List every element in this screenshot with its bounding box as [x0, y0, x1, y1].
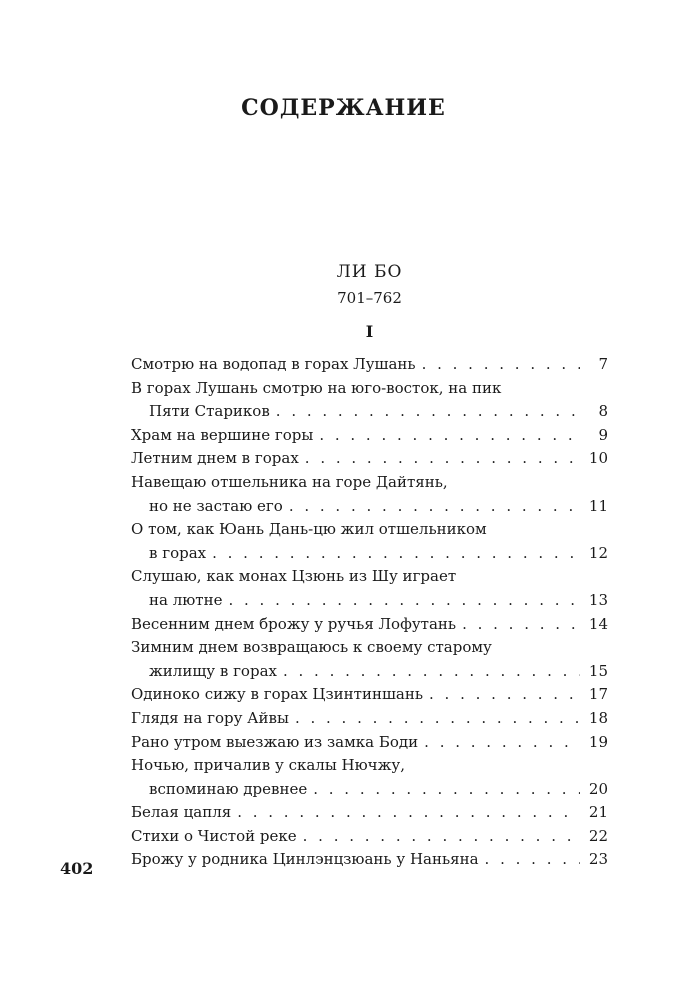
dot-leader: [313, 778, 580, 802]
toc-entry-row: [131, 683, 608, 707]
toc-entry-page: 17: [588, 685, 608, 704]
toc-entry: [131, 518, 608, 565]
toc-entry-title-line: Летним днем в горах: [131, 449, 299, 468]
toc-entry-row: [131, 825, 608, 849]
toc-entry: [131, 565, 608, 612]
page-title: СОДЕРЖАНИЕ: [241, 95, 446, 121]
toc-entry: [131, 731, 608, 755]
dot-leader: [228, 589, 580, 613]
toc-entry-page: 7: [598, 355, 608, 373]
dot-leader: [319, 424, 580, 448]
dot-leader: [289, 495, 580, 519]
toc-entry-row: [131, 353, 608, 377]
toc-entry-title-line: Зимним днем возвращаюсь к своему старому: [131, 638, 492, 657]
toc-entry-page: 23: [588, 850, 608, 869]
toc-entry-page: 20: [588, 779, 608, 798]
toc-entry-title-line: Слушаю, как монах Цзюнь из Шу играет: [131, 567, 457, 586]
toc-entry-title-line: но не застаю его: [149, 496, 283, 515]
toc-entry-page: 13: [588, 590, 608, 609]
toc-entry-row: [131, 589, 608, 613]
toc-entry: [131, 424, 608, 448]
toc-entry-page: 21: [588, 803, 608, 822]
toc-entry-title-line: в горах: [149, 543, 207, 562]
toc-entry-row: [131, 542, 608, 566]
toc-entry-row: [131, 495, 608, 519]
toc-entry-row: [131, 424, 608, 448]
section-number: I: [365, 322, 374, 341]
toc-entry: [131, 377, 608, 424]
toc-entry-page: 15: [588, 661, 608, 680]
dot-leader: [212, 542, 580, 566]
toc-entry-row: [131, 660, 608, 684]
dot-leader: [276, 400, 580, 424]
toc-entry-title-line: Глядя на гору Айвы: [131, 708, 289, 727]
toc-entry-row: [131, 613, 608, 637]
toc-entry-page: 22: [588, 826, 608, 845]
table-of-contents: [131, 353, 608, 872]
toc-entry: [131, 848, 608, 872]
toc-entry-row: [131, 400, 608, 424]
dot-leader: [283, 660, 580, 684]
toc-entry-title-line: Ночью, причалив у скалы Нючжу,: [131, 756, 405, 775]
toc-entry-title-line: Рано утром выезжаю из замка Боди: [131, 732, 419, 751]
toc-entry-row: [131, 731, 608, 755]
toc-entry-page: 10: [588, 449, 608, 468]
toc-entry-row: [131, 447, 608, 471]
dot-leader: [462, 613, 580, 637]
toc-entry-title-line: Белая цапля: [131, 803, 232, 822]
toc-entry-page: 12: [588, 543, 608, 562]
toc-entry-title-line: В горах Лушань смотрю на юго-восток, на пик: [131, 378, 502, 397]
toc-entry-title-line: Весенним днем брожу у ручья Лофутань: [131, 614, 457, 633]
toc-entry: [131, 754, 608, 801]
dot-leader: [424, 731, 580, 755]
dot-leader: [237, 801, 580, 825]
toc-entry: [131, 825, 608, 849]
dot-leader: [429, 683, 580, 707]
toc-entry-title-line: на лютне: [149, 590, 223, 609]
toc-entry-page: 19: [588, 732, 608, 751]
toc-entry-page: 14: [588, 614, 608, 633]
toc-entry: [131, 613, 608, 637]
toc-entry-title-line: жилищу в горах: [149, 661, 277, 680]
dot-leader: [305, 447, 580, 471]
toc-entry: [131, 683, 608, 707]
dot-leader: [485, 848, 580, 872]
page-number: 402: [60, 859, 94, 878]
toc-entry-page: 8: [598, 402, 608, 421]
dot-leader: [422, 353, 580, 377]
toc-entry-row: [131, 778, 608, 802]
toc-entry-row: [131, 801, 608, 825]
toc-entry-title-line: Стихи о Чистой реке: [131, 826, 297, 845]
toc-entry-row: [131, 848, 608, 872]
toc-entry-page: 18: [588, 708, 608, 727]
toc-entry-title-line: Брожу у родника Цинлэнцзюань у Наньяна: [131, 850, 479, 869]
toc-entry-row: [131, 707, 608, 731]
toc-entry: [131, 707, 608, 731]
toc-entry-title-line: вспоминаю древнее: [149, 779, 308, 798]
author-name: ЛИ БО: [336, 262, 403, 282]
toc-entry: [131, 447, 608, 471]
toc-entry-title-line: О том, как Юань Дань-цю жил отшельником: [131, 520, 487, 539]
toc-entry-title-line: Смотрю на водопад в горах Лушань: [131, 355, 416, 373]
toc-entry: [131, 801, 608, 825]
toc-entry-page: 11: [588, 496, 608, 515]
author-years: 701–762: [337, 289, 402, 307]
toc-entry-title-line: Одиноко сижу в горах Цзинтиншань: [131, 685, 424, 704]
dot-leader: [295, 707, 580, 731]
toc-entry-title-line: Навещаю отшельника на горе Дайтянь,: [131, 472, 448, 491]
dot-leader: [303, 825, 580, 849]
toc-entry-page: 9: [598, 425, 608, 444]
toc-entry: [131, 636, 608, 683]
toc-entry-title-line: Пяти Стариков: [149, 402, 270, 421]
toc-entry: [131, 353, 608, 377]
toc-entry: [131, 471, 608, 518]
toc-entry-title-line: Храм на вершине горы: [131, 425, 314, 444]
